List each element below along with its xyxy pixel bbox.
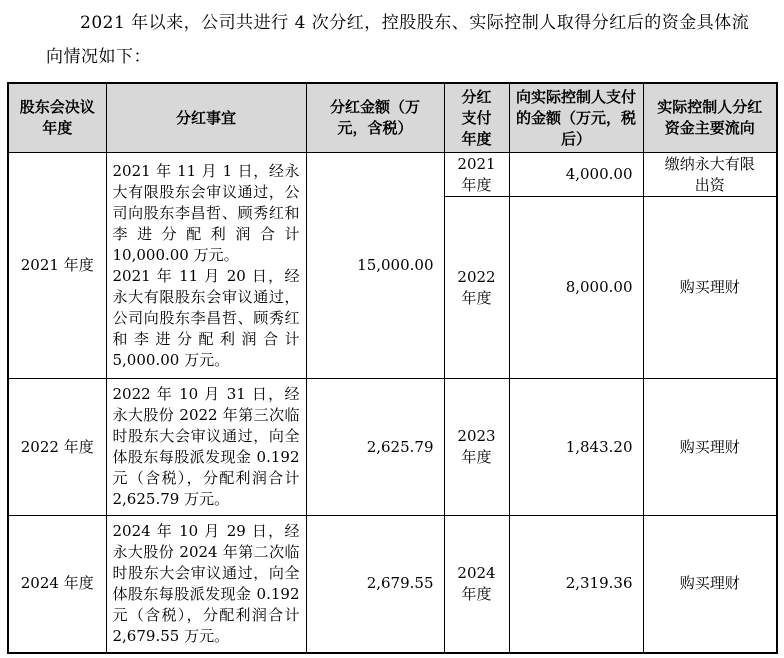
cell-resolution-year: 2022 年度 [8, 379, 106, 516]
header-dividend-matter: 分红事宜 [106, 83, 306, 153]
cell-dividend-matter: 2022 年 10 月 31 日，经永大股份 2022 年第三次临时股东大会审议通过，向全体股东每股派发现金 0.192 元（含税），分配利润合计 2,625.79 万元。 [106, 379, 306, 516]
cell-fund-flow: 购买理财 [643, 516, 777, 653]
header-resolution-year: 股东会决议年度 [8, 83, 106, 153]
cell-dividend-amount: 15,000.00 [306, 153, 444, 379]
cell-dividend-matter [106, 153, 306, 379]
cell-dividend-amount: 2,625.79 [306, 379, 444, 516]
cell-payment-year: 2023 年度 [444, 379, 509, 516]
table-header-row [8, 83, 777, 153]
cell-paid-amount: 2,319.36 [509, 516, 643, 653]
cell-resolution-year: 2024 年度 [8, 516, 106, 653]
header-fund-flow: 实际控制人分红资金主要流向 [643, 83, 777, 153]
cell-paid-amount: 8,000.00 [509, 197, 643, 379]
cell-fund-flow: 缴纳永大有限出资 [643, 153, 777, 197]
cell-paid-amount: 4,000.00 [509, 153, 643, 197]
cell-paid-amount: 1,843.20 [509, 379, 643, 516]
header-paid-to-controller: 向实际控制人支付的金额（万元，税后） [509, 83, 643, 153]
table-row [8, 153, 777, 197]
cell-fund-flow: 购买理财 [643, 197, 777, 379]
cell-fund-flow: 购买理财 [643, 379, 777, 516]
header-payment-year: 分红支付年度 [444, 83, 509, 153]
cell-dividend-amount: 2,679.55 [306, 516, 444, 653]
cell-dividend-matter: 2024 年 10 月 29 日，经永大股份 2024 年第二次临时股东大会审议通过，向全体股东每股派发现金 0.192 元（含税），分配利润合计 2,679.55 万元。 [106, 516, 306, 653]
dividend-table [7, 82, 778, 654]
table-row [8, 516, 777, 653]
cell-payment-year: 2022 年度 [444, 197, 509, 379]
table-row [8, 379, 777, 516]
cell-resolution-year: 2021 年度 [8, 153, 106, 379]
dividend-matter-text-2: 2021 年 11 月 20 日，经永大有限股东会审议通过，公司向股东李昌哲、顾秀红和李进分配利润合计 5,000.00 万元。 [112, 266, 300, 369]
cell-payment-year: 2021 年度 [444, 153, 509, 197]
intro-paragraph: 2021 年以来，公司共进行 4 次分红，控股股东、实际控制人取得分红后的资金具体流向情况如下： [46, 13, 750, 67]
header-dividend-amount: 分红金额（万元，含税） [306, 83, 444, 153]
dividend-matter-text-1: 2021 年 11 月 1 日，经永大有限股东会审议通过，公司向股东李昌哲、顾秀红和李进分配利润合计 10,000.00 万元。 [112, 161, 300, 264]
cell-payment-year: 2024 年度 [444, 516, 509, 653]
